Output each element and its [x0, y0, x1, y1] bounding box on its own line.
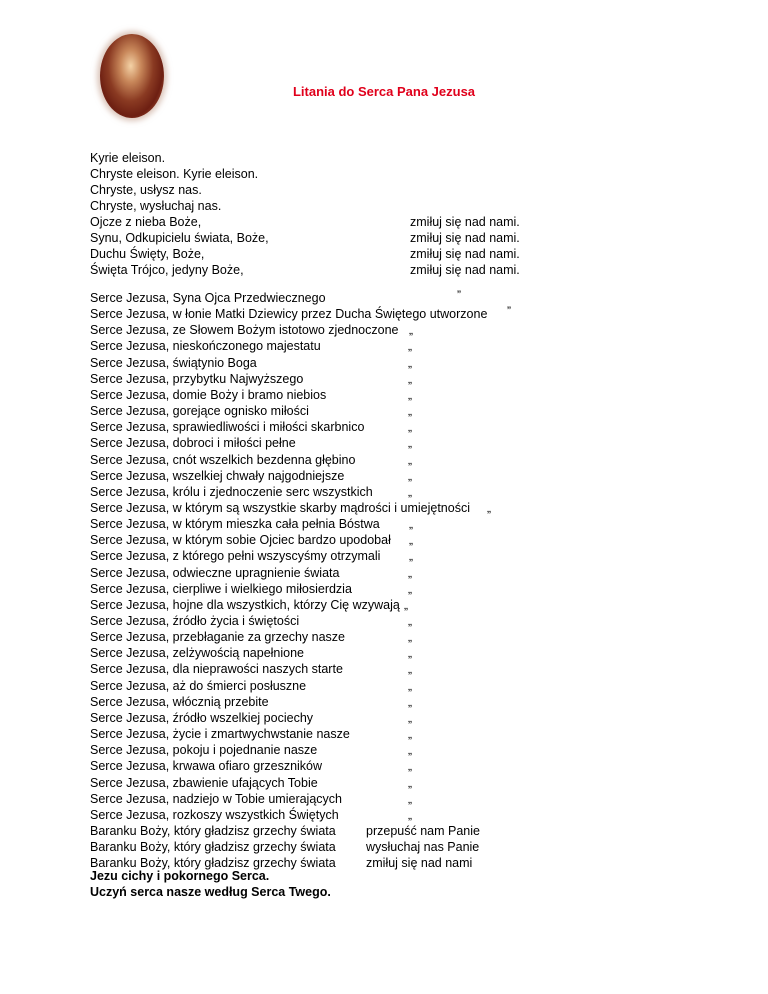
- litany-response: ”: [457, 288, 461, 302]
- litany-invocation: Serce Jezusa, wszelkiej chwały najgodniejsze: [90, 468, 345, 483]
- litany-response: „: [408, 630, 412, 645]
- litany-invocation: Serce Jezusa, krwawa ofiaro grzeszników: [90, 759, 323, 774]
- litany-invocation: Serce Jezusa, królu i zjednoczenie serc wszystkich: [90, 484, 373, 499]
- litany-response: „: [408, 775, 412, 790]
- litany-response: „: [408, 743, 412, 758]
- litany-invocation: Serce Jezusa, dla nieprawości naszych starte: [90, 662, 343, 677]
- litany-invocation: Serce Jezusa, rozkoszy wszystkich Świętych: [90, 807, 339, 822]
- litany-response: „: [409, 533, 413, 548]
- litany-invocation: Serce Jezusa, świątynio Boga: [90, 355, 257, 370]
- closing-line: Uczyń serca nasze według Serca Twego.: [90, 885, 331, 900]
- litany-invocation: Serce Jezusa, przebłaganie za grzechy nasze: [90, 630, 346, 645]
- litany-invocation: Serce Jezusa, cierpliwe i wielkiego miłosierdzia: [90, 581, 352, 596]
- litany-invocation: Serce Jezusa, domie Boży i bramo niebios: [90, 387, 327, 402]
- litany-response: „: [408, 694, 412, 709]
- intro-line: Ojcze z nieba Boże,: [90, 215, 202, 229]
- intro-line: Kyrie eleison.: [90, 151, 166, 165]
- litany-response: „: [408, 404, 412, 419]
- intro-response: zmiłuj się nad nami.: [410, 247, 520, 261]
- litany-response: zmiłuj się nad nami: [366, 856, 473, 871]
- litany-invocation: Serce Jezusa, życie i zmartwychwstanie nasze: [90, 727, 350, 742]
- litany-response: „: [408, 614, 412, 628]
- page-title: Litania do Serca Pana Jezusa: [292, 84, 476, 99]
- litany-invocation: Serce Jezusa, zelżywością napełnione: [90, 646, 305, 661]
- litany-invocation: Serce Jezusa, zbawienie ufających Tobie: [90, 775, 318, 790]
- litany-invocation: Baranku Boży, który gładzisz grzechy świata: [90, 840, 336, 855]
- litany-response: „: [408, 662, 412, 677]
- litany-response: „: [408, 791, 412, 806]
- litany-invocation: Serce Jezusa, hojne dla wszystkich, którzy Cię wzywają: [90, 597, 400, 612]
- litany-invocation: Serce Jezusa, w którym mieszka cała pełnia Bóstwa: [90, 517, 380, 532]
- litany-response: przepuść nam Panie: [366, 823, 480, 838]
- litany-invocation: Serce Jezusa, w którym sobie Ojciec bardzo upodobał: [90, 533, 391, 548]
- litany-response: „: [408, 387, 412, 402]
- litany-response: „: [408, 420, 412, 435]
- closing-prayer: [90, 868, 331, 900]
- intro-response: zmiłuj się nad nami.: [410, 263, 520, 277]
- litany-response: „: [408, 565, 412, 580]
- litany-invocation: Serce Jezusa, źródło życia i świętości: [90, 614, 300, 628]
- litany-invocation: Serce Jezusa, pokoju i pojednanie nasze: [90, 743, 318, 758]
- litany-response: „: [408, 468, 412, 483]
- intro-line: Święta Trójco, jedyny Boże,: [90, 263, 244, 277]
- litany-invocation: Serce Jezusa, Syna Ojca Przedwiecznego: [90, 291, 326, 305]
- intro-response: zmiłuj się nad nami.: [410, 231, 520, 245]
- litany-response: „: [408, 759, 412, 774]
- litany-invocation: Baranku Boży, który gładzisz grzechy świata: [90, 823, 336, 838]
- litany-invocation: Serce Jezusa, nieskończonego majestatu: [90, 339, 321, 354]
- litany-invocation: Baranku Boży, który gładzisz grzechy świata: [90, 856, 336, 871]
- litany-response: „: [408, 436, 412, 451]
- litany-invocation: Serce Jezusa, przybytku Najwyższego: [90, 371, 304, 386]
- intro-line: Duchu Święty, Boże,: [90, 247, 205, 261]
- intro-line: Synu, Odkupicielu świata, Boże,: [90, 231, 269, 245]
- sacred-heart-image: [100, 34, 164, 118]
- litany-invocation: Serce Jezusa, odwieczne upragnienie świata: [90, 565, 340, 580]
- litany-response: „: [409, 517, 413, 532]
- litany-response: wysłuchaj nas Panie: [366, 840, 480, 855]
- litany-invocation: Serce Jezusa, włócznią przebite: [90, 694, 269, 709]
- litany-invocation: Serce Jezusa, sprawiedliwości i miłości skarbnico: [90, 420, 365, 435]
- litany-invocation: Serce Jezusa, z którego pełni wszyscyśmy otrzymali: [90, 549, 381, 564]
- litany-response: „: [408, 484, 412, 499]
- litany-invocation: Serce Jezusa, ze Słowem Bożym istotowo zjednoczone: [90, 323, 399, 338]
- litany-invocation: Serce Jezusa, aż do śmierci posłuszne: [90, 678, 307, 693]
- litany-invocation: Serce Jezusa, cnót wszelkich bezdenna głębino: [90, 452, 356, 467]
- litany-invocation: Serce Jezusa, gorejące ognisko miłości: [90, 404, 309, 419]
- litany-response: „: [408, 678, 412, 693]
- litany-response: „: [408, 710, 412, 725]
- intro-line: Chryste eleison. Kyrie eleison.: [90, 167, 259, 181]
- intro-line: Chryste, usłysz nas.: [90, 183, 202, 197]
- litany-response: ”: [507, 304, 511, 319]
- litany-invocation: Serce Jezusa, w którym są wszystkie skarby mądrości i umiejętności: [90, 500, 470, 515]
- litany-response: „: [408, 339, 412, 354]
- litany-response: „: [487, 500, 491, 515]
- intro-line: Chryste, wysłuchaj nas.: [90, 199, 222, 213]
- litany-response: „: [408, 452, 412, 467]
- litany-invocation: Serce Jezusa, w łonie Matki Dziewicy przez Ducha Świętego utworzone: [90, 307, 488, 322]
- litany-invocation: Serce Jezusa, źródło wszelkiej pociechy: [90, 710, 314, 725]
- litany-invocation: Serce Jezusa, dobroci i miłości pełne: [90, 436, 296, 451]
- litany-response: „: [408, 581, 412, 596]
- litany-response: „: [409, 323, 413, 338]
- litany-response: „: [409, 549, 413, 564]
- litany-response: „: [404, 597, 408, 612]
- litany-response: „: [408, 371, 412, 386]
- litany-response: „: [408, 355, 412, 370]
- litany-response: „: [408, 646, 412, 661]
- closing-line: Jezu cichy i pokornego Serca.: [90, 869, 270, 883]
- intro-response: zmiłuj się nad nami.: [410, 215, 520, 229]
- litany-invocation: Serce Jezusa, nadziejo w Tobie umierających: [90, 791, 342, 806]
- litany-response: „: [408, 807, 412, 822]
- litany-response: „: [408, 727, 412, 742]
